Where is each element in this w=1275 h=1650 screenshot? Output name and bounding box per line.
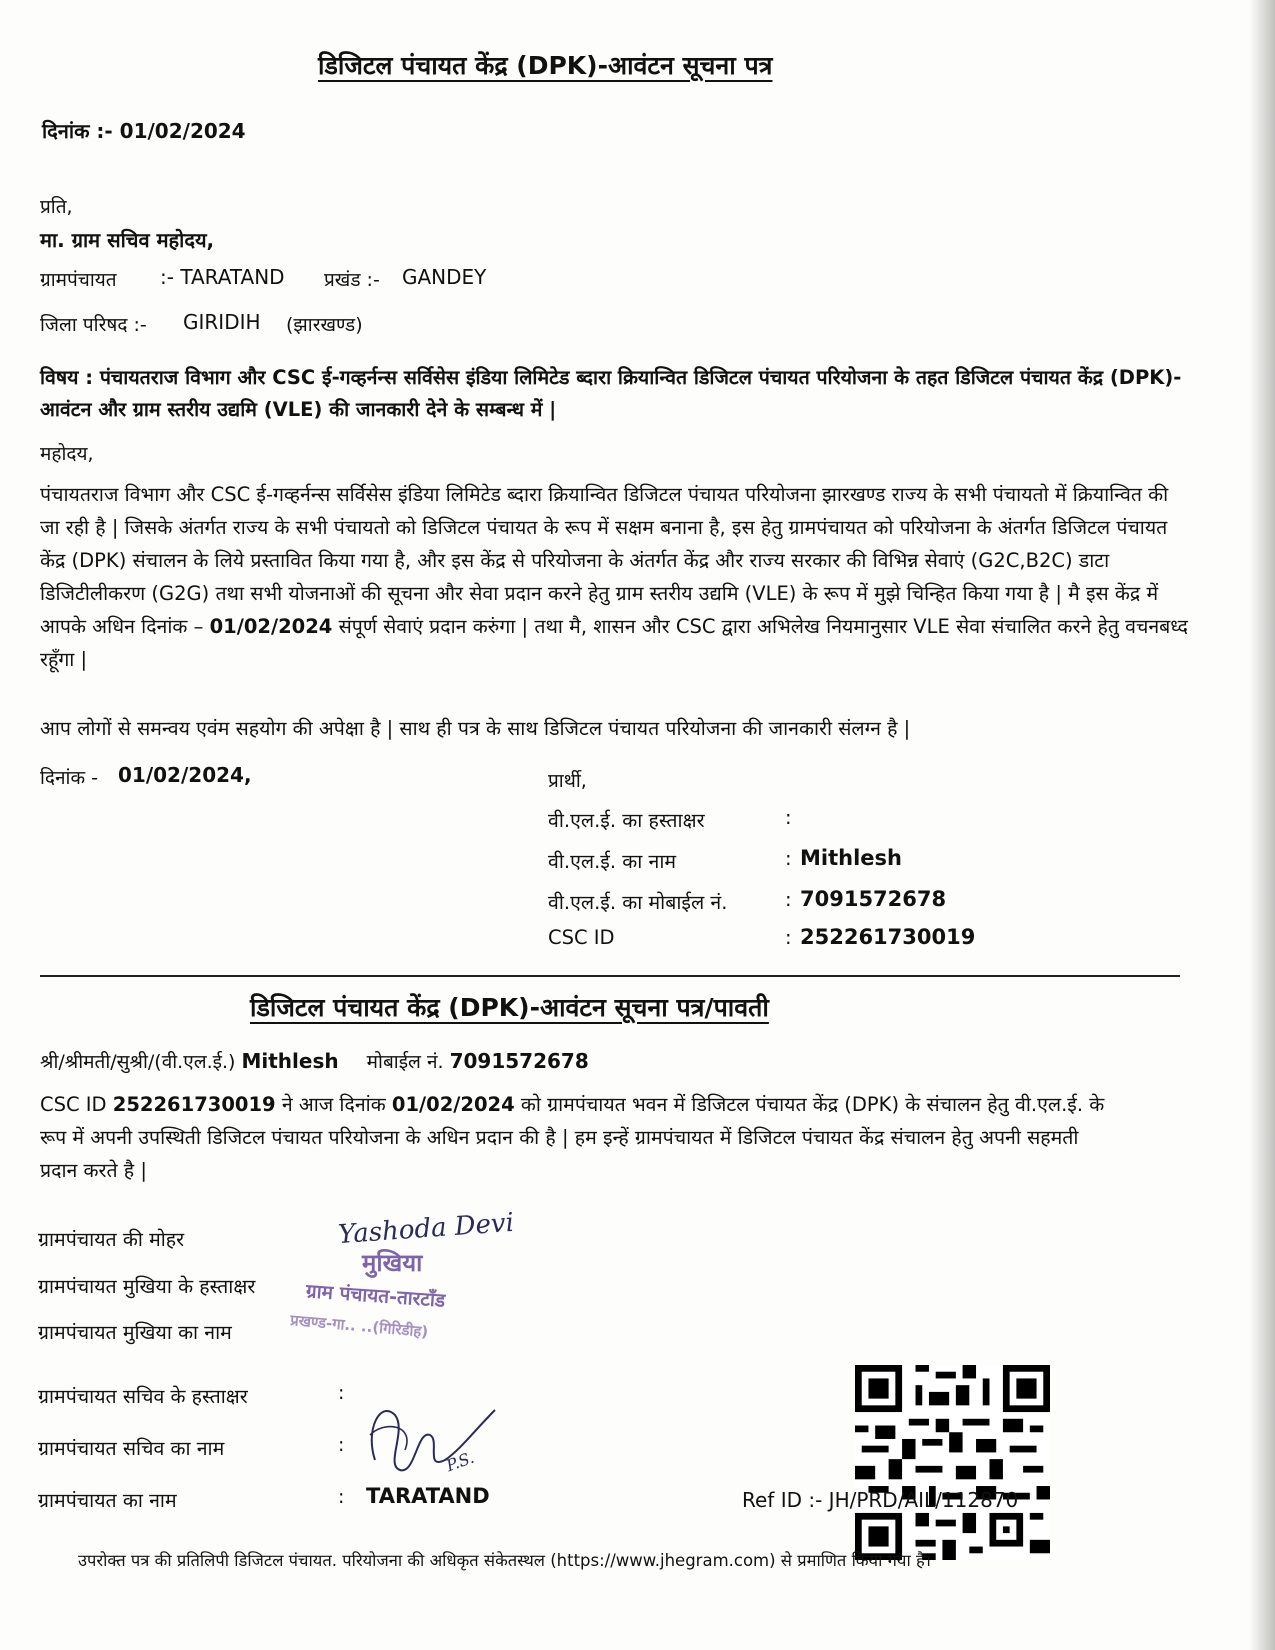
vle-mobile-value: 7091572678 bbox=[800, 887, 947, 911]
page-edge-shadow bbox=[1249, 0, 1275, 1650]
gp-name-value: TARATAND bbox=[366, 1484, 490, 1508]
document-title: डिजिटल पंचायत केंद्र (DPK)-आवंटन सूचना पत्र bbox=[318, 51, 773, 80]
vle-signature-label: वी.एल.ई. का हस्ताक्षर bbox=[548, 809, 705, 832]
csc-id-label: CSC ID bbox=[548, 926, 615, 949]
gp-secretary-sign-sep: : bbox=[338, 1382, 345, 1404]
receipt-csc-label: CSC ID bbox=[40, 1093, 107, 1116]
csc-id-value: 252261730019 bbox=[800, 925, 976, 949]
receipt-csc-value: 252261730019 bbox=[112, 1093, 276, 1116]
stamp-mukhiya: मुखिया bbox=[362, 1249, 423, 1277]
qr-code bbox=[855, 1365, 1050, 1560]
receipt-title: डिजिटल पंचायत केंद्र (DPK)-आवंटन सूचना पत्र/पावती bbox=[250, 993, 769, 1022]
gp-secretary-name-label: ग्रामपंचायत सचिव का नाम bbox=[38, 1437, 225, 1460]
gp-mukhiya-sign-label: ग्रामपंचायत मुखिया के हस्ताक्षर bbox=[38, 1275, 256, 1298]
salutation-to: मा. ग्राम सचिव महोदय, bbox=[40, 228, 215, 252]
state-label: (झारखण्ड) bbox=[286, 314, 363, 336]
secretary-signature-scribble bbox=[355, 1390, 505, 1490]
vle-signature-sep: : bbox=[785, 806, 792, 829]
body-para1-text-b: संपूर्ण सेवाएं प्रदान करुंगा | तथा मै, शासन और CSC द्वारा अभिलेख नियमानुसार VLE सेवा संचालित करने हेतु वचनबध्द रहूँगा | bbox=[40, 615, 1188, 671]
prakhand-label: प्रखंड :- bbox=[324, 269, 380, 291]
vle-mobile-sep: : bbox=[785, 888, 792, 911]
body-para1-date: 01/02/2024 bbox=[209, 615, 333, 638]
receipt-mobile-label: मोबाईल नं. bbox=[366, 1051, 444, 1073]
gp-secretary-name-sep: : bbox=[338, 1434, 345, 1456]
vle-name-sep: : bbox=[785, 847, 792, 870]
receipt-line1 bbox=[40, 1048, 589, 1074]
body-paragraph-1 bbox=[40, 478, 1190, 676]
receipt-mobile: 7091572678 bbox=[449, 1049, 589, 1073]
subject-text: विषय : पंचायतराज विभाग और CSC ई-गव्हर्नन्स सर्विसेस इंडिया लिमिटेड ब्दारा क्रियान्वित डिजिटल पंचायत परियोजना के तहत डिजिटल पंचायत केंद्र (DPK)-आवंटन और ग्राम स्तरीय उद्यमि (VLE) की जानकारी देने के सम्बन्ध में | bbox=[40, 366, 1182, 421]
gram-label: ग्रामपंचायत bbox=[40, 269, 117, 291]
receipt-paragraph bbox=[40, 1088, 1120, 1187]
gram-value: :- TARATAND bbox=[160, 265, 285, 289]
vle-name-value: Mithlesh bbox=[800, 846, 902, 870]
vle-mobile-label: वी.एल.ई. का मोबाईल नं. bbox=[548, 891, 728, 914]
receipt-para-date: 01/02/2024 bbox=[391, 1093, 515, 1116]
body-paragraph-2: आप लोगों से समन्वय एवंम सहयोग की अपेक्षा है | साथ ही पत्र के साथ डिजिटल पंचायत परियोजना की जानकारी संलग्न है | bbox=[40, 717, 911, 740]
prarthi-label: प्रार्थी, bbox=[548, 770, 587, 792]
zila-label: जिला परिषद :- bbox=[40, 314, 147, 336]
ref-id: Ref ID :- JH/PRD/AIL/112870 bbox=[742, 1488, 1019, 1512]
date-line: दिनांक :- 01/02/2024 bbox=[42, 119, 246, 143]
receipt-name: Mithlesh bbox=[241, 1049, 339, 1073]
secretary-initials: P.S. bbox=[443, 1447, 477, 1476]
vle-name-label: वी.एल.ई. का नाम bbox=[548, 850, 677, 873]
body-para1-text-a: पंचायतराज विभाग और CSC ई-गव्हर्नन्स सर्विसेस इंडिया लिमिटेड ब्दारा क्रियान्वित डिजिटल पंचायत परियोजना झारखण्ड राज्य के सभी पंचायतो में क्रियान्वित की जा रही है | जिसके अंतर्गत राज्य के सभी पंचायतो को डिजिटल पंचायत के रूप में सक्षम बनाना है, इस हेतु ग्रामपंचायत को परियोजना के अंतर्गत डिजिटल पंचायत केंद्र (DPK) संचालन के लिये प्रस्तावित किया गया है, और इस केंद्र से परियोजना के अंतर्गत केंद्र और राज्य सरकार की विभिन्न सेवाएं (G2C,B2C) डाटा डिजिटीलीकरण (G2G) तथा सभी योजनाओं की सूचना और सेवा प्रदान करने हेतु ग्राम स्तरीय उद्यमि (VLE) के रूप में मुझे चिन्हित किया गया है | मै इस केंद्र में आपके अधिन दिनांक – bbox=[40, 483, 1169, 638]
receipt-prefix: श्री/श्रीमती/सुश्री/(वी.एल.ई.) bbox=[40, 1051, 236, 1073]
sign-date-value: 01/02/2024, bbox=[118, 763, 252, 787]
zila-value: GIRIDIH bbox=[183, 310, 261, 334]
gp-name-sep: : bbox=[338, 1486, 345, 1508]
gp-secretary-sign-label: ग्रामपंचायत सचिव के हस्ताक्षर bbox=[38, 1385, 248, 1408]
gp-name-label: ग्रामपंचायत का नाम bbox=[38, 1489, 177, 1512]
stamp-gram-panchayat: ग्राम पंचायत-तारटाँड bbox=[305, 1280, 446, 1312]
gp-mukhiya-name-label: ग्रामपंचायत मुखिया का नाम bbox=[38, 1321, 232, 1344]
prakhand-value: GANDEY bbox=[402, 265, 487, 289]
receipt-para-b: को ग्रामपंचायत भवन में डिजिटल पंचायत केंद्र (DPK) के संचालन हेतु वी.एल.ई. के रूप में अपनी उपस्थिती डिजिटल पंचायत परियोजना के अधिन प्रदान की है | हम इन्हें ग्रामपंचायत में डिजिटल पंचायत केंद्र संचालन हेतु अपनी सहमती प्रदान करते है | bbox=[40, 1093, 1105, 1182]
stamp-prakhand: प्रखण्ड-गा.. ..(गिरिडीह) bbox=[289, 1311, 429, 1341]
section-divider bbox=[40, 975, 1180, 977]
csc-id-sep: : bbox=[785, 926, 792, 949]
mukhiya-signature: Yashoda Devi bbox=[337, 1207, 515, 1251]
sign-date-label: दिनांक - bbox=[40, 767, 98, 789]
footer-note: उपरोक्त पत्र की प्रतिलिपी डिजिटल पंचायत. परियोजना की अधिकृत संकेतस्थल (https://www.jhegram.com) से प्रमाणित किया गया है। bbox=[78, 1551, 932, 1570]
gp-seal-label: ग्रामपंचायत की मोहर bbox=[38, 1228, 185, 1251]
prati-label: प्रति, bbox=[40, 196, 73, 218]
receipt-para-a: ने आज दिनांक bbox=[281, 1093, 386, 1116]
mahoday-label: महोदय, bbox=[40, 443, 94, 465]
